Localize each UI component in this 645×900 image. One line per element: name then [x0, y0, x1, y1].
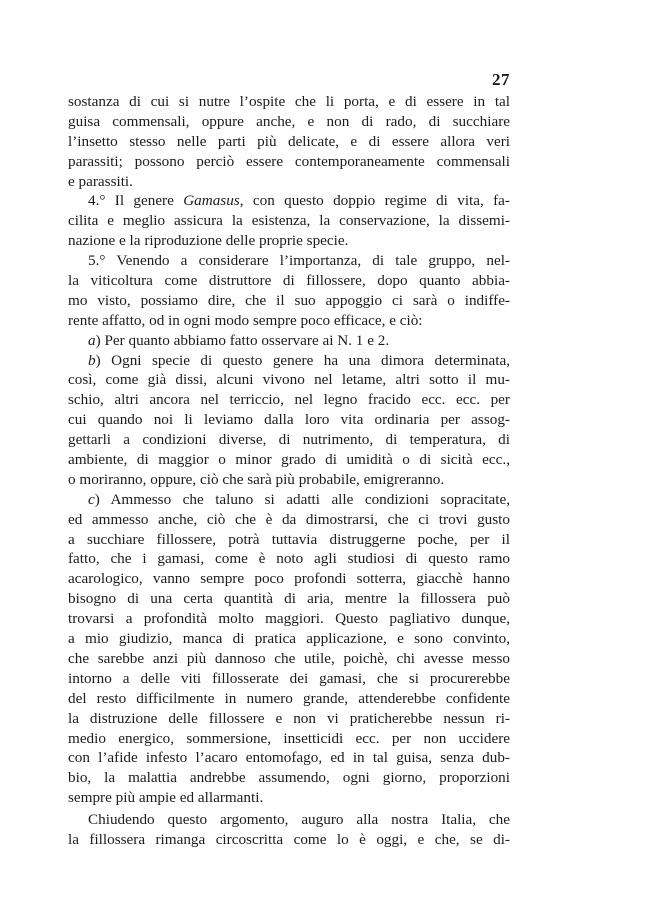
text-line: Chiudendo questo argomento, auguro alla nostra Italia, che	[88, 811, 510, 829]
text-line: così, come già dissi, alcuni vivono nel letame, altri sotto il mu-	[68, 371, 510, 389]
text-line: acarologico, vanno sempre poco profondi sotterra, giacchè hanno	[68, 570, 510, 588]
text-line: nazione e la riproduzione delle proprie specie.	[68, 232, 349, 250]
text-line: b) Ogni specie di questo genere ha una dimora determinata,	[88, 351, 510, 369]
text-line: del resto difficilmente in numero grande, attenderebbe confidente	[68, 689, 510, 707]
text-line: schio, altri ancora nel terriccio, nel legno fracido ecc. ecc. per	[68, 391, 510, 409]
text-line: cui quando noi li leviamo dalla loro vita ordinaria per assog-	[68, 411, 510, 429]
text-line: rente affatto, od in ogni modo sempre poco efficace, e ciò:	[68, 311, 423, 329]
text-line: bio, la malattia andrebbe assumendo, ogni giorno, proporzioni	[68, 769, 510, 787]
text-line: o moriranno, oppure, ciò che sarà più probabile, emigreranno.	[68, 470, 445, 488]
text-line: gettarli a condizioni diverse, di nutrimento, di temperatura, di	[68, 431, 510, 449]
text-line: sostanza di cui si nutre l’ospite che li porta, e di essere in tal	[68, 93, 510, 110]
text-line: fatto, che i gamasi, come è noto agli studiosi di questo ramo	[68, 550, 510, 568]
text-line: ed ammesso anche, ciò che è da dimostrarsi, che ci trovi gusto	[68, 510, 510, 528]
text-line: la fillossera rimanga circoscritta come lo è oggi, e che, se di-	[68, 830, 510, 848]
list-marker: c	[88, 490, 95, 508]
genus-name: Gamasus	[183, 192, 240, 210]
text-line: e parassiti.	[68, 172, 133, 190]
text-line: ambiente, di maggior o minor grado di umidità o di sicità ecc.,	[68, 451, 510, 469]
text-line: guisa commensali, oppure anche, e non di rado, di succhiare	[68, 112, 510, 130]
text-line: l’insetto stesso nelle parti più delicate, e di essere allora veri	[68, 132, 510, 150]
text-line: 5.° Venendo a considerare l’importanza, di tale gruppo, nel-	[88, 252, 510, 270]
text-line: parassiti; possono perciò essere contemporaneamente commensali	[68, 152, 510, 170]
text-line: 4.° Il genere Gamasus, con questo doppio regime di vita, fa-	[88, 192, 510, 210]
page-number: 27	[492, 70, 510, 89]
text-line: c) Ammesso che taluno si adatti alle condizioni sopracitate,	[88, 490, 510, 508]
text-line: cilita e meglio assicura la esistenza, la conservazione, la dissemi-	[68, 212, 510, 230]
text-line: trovarsi a profondità molto maggiori. Questo pagliativo dunque,	[68, 610, 510, 628]
text-line: medio energico, sommersione, insetticidi ecc. per non uccidere	[68, 729, 510, 747]
text-line: a) Per quanto abbiamo fatto osservare ai N. 1 e 2.	[88, 331, 390, 349]
text-line: che sarebbe anzi più dannoso che utile, poichè, chi avesse messo	[68, 649, 510, 667]
text-line: la distruzione delle fillossere e non vi praticherebbe nessun ri-	[68, 709, 510, 727]
body-text	[68, 92, 510, 850]
text-line: sempre più ampie ed allarmanti.	[68, 789, 264, 807]
text-line: bisogno di una certa quantità di aria, mentre la fillossera può	[68, 590, 510, 608]
list-marker: a	[88, 331, 96, 349]
text-line: mo visto, possiamo dire, che il suo appoggio ci sarà o indiffe-	[68, 291, 510, 309]
text-line: con l’afide infesto l’acaro entomofago, ed in tal guisa, senza dub-	[68, 749, 510, 767]
text-line: la viticoltura come distruttore di fillossere, dopo quanto abbia-	[68, 272, 510, 290]
text-line: a succhiare fillossere, potrà tuttavia distruggerne poche, per il	[68, 530, 510, 548]
list-marker: b	[88, 351, 96, 369]
text-line: a mio giudizio, manca di pratica applicazione, e sono convinto,	[68, 630, 510, 648]
text-line: intorno a delle viti fillosserate dei gamasi, che si procurerebbe	[68, 669, 510, 687]
